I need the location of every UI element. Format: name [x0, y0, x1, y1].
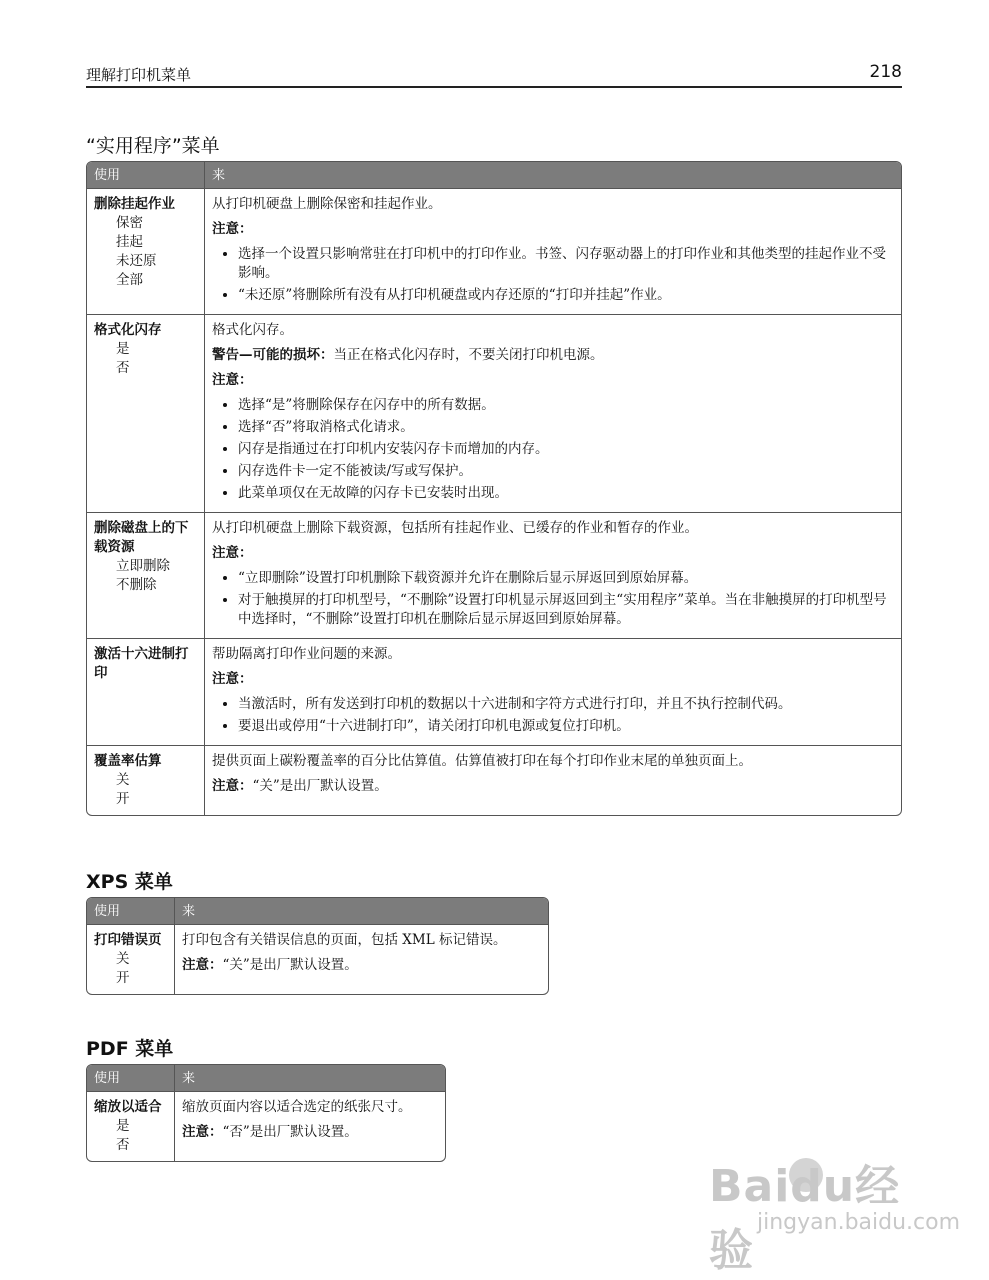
menu-option: 否	[116, 360, 130, 376]
warning-label: 警告—可能的损坏：	[212, 347, 334, 363]
column-header-use: 使用	[87, 162, 204, 188]
description-cell	[174, 924, 548, 994]
menu-item-cell	[87, 924, 174, 994]
menu-option: 关	[116, 951, 130, 967]
table-header-row	[87, 162, 901, 188]
menu-option: 挂起	[116, 234, 143, 250]
note-list	[212, 695, 895, 736]
note-label: 注意：	[212, 778, 253, 794]
list-item: • 此菜单项仅在无故障的闪存卡已安装时出现。	[238, 484, 895, 503]
warning-text: 当正在格式化闪存时，不要关闭打印机电源。	[333, 347, 604, 363]
column-header-purpose: 来	[174, 898, 548, 924]
menu-item-cell	[87, 1091, 174, 1161]
menu-item-cell	[87, 314, 204, 512]
list-item: • 选择一个设置只影响常驻在打印机中的打印作业。书签、闪存驱动器上的打印作业和其他类型的挂起作业不受影响。	[238, 245, 895, 283]
menu-option: 不删除	[116, 577, 157, 593]
note-label: 注意：	[212, 671, 253, 687]
watermark-logo: Baidu经验	[709, 1161, 901, 1276]
note-label: 注意：	[182, 957, 223, 973]
header-title: 理解打印机菜单	[86, 66, 192, 84]
table-header-row	[87, 898, 548, 924]
warning-line	[212, 346, 895, 365]
description-text: 帮助隔离打印作业问题的来源。	[212, 646, 401, 662]
table-row	[87, 924, 548, 994]
description-text: 从打印机硬盘上删除保密和挂起作业。	[212, 196, 442, 212]
description-text: 打印包含有关错误信息的页面，包括 XML 标记错误。	[182, 932, 507, 948]
menu-option: 是	[116, 341, 130, 357]
pdf-menu-table	[86, 1064, 446, 1162]
menu-option: 未还原	[116, 253, 157, 269]
note-label: 注意：	[212, 545, 253, 561]
menu-option: 开	[116, 970, 130, 986]
description-text: 缩放页面内容以适合选定的纸张尺寸。	[182, 1099, 412, 1115]
table-row	[87, 638, 901, 745]
xps-menu-heading: XPS 菜单	[86, 871, 173, 893]
column-header-use: 使用	[87, 1065, 174, 1091]
note-list	[212, 569, 895, 629]
list-item: • 要退出或停用“十六进制打印”，请关闭打印机电源或复位打印机。	[238, 717, 895, 736]
description-text: 从打印机硬盘上删除下载资源，包括所有挂起作业、已缓存的作业和暂存的作业。	[212, 520, 698, 536]
menu-item-name: 格式化闪存	[94, 322, 162, 338]
description-text: 格式化闪存。	[212, 322, 293, 338]
menu-option: 是	[116, 1118, 130, 1134]
table-row	[87, 188, 901, 314]
menu-option: 保密	[116, 215, 143, 231]
menu-item-name: 激活十六进制打印	[94, 646, 189, 681]
list-item: • 闪存是指通过在打印机内安装闪存卡而增加的内存。	[238, 440, 895, 459]
list-item: • “未还原”将删除所有没有从打印机硬盘或内存还原的“打印并挂起”作业。	[238, 286, 895, 305]
note-text: “关”是出厂默认设置。	[252, 778, 388, 794]
column-header-use: 使用	[87, 898, 174, 924]
table-row	[87, 314, 901, 512]
menu-item-name: 删除挂起作业	[94, 196, 175, 212]
note-label: 注意：	[212, 221, 253, 237]
list-item: • 对于触摸屏的打印机型号，“不删除”设置打印机显示屏返回到主“实用程序”菜单。当在非触摸屏的打印机型号中选择时，“不删除”设置打印机在删除后显示屏返回到原始屏幕。	[238, 591, 895, 629]
note-text: “关”是出厂默认设置。	[222, 957, 358, 973]
menu-option: 关	[116, 772, 130, 788]
table-row	[87, 745, 901, 815]
column-header-purpose: 来	[174, 1065, 445, 1091]
description-text: 提供页面上碳粉覆盖率的百分比估算值。估算值被打印在每个打印作业末尾的单独页面上。	[212, 753, 752, 769]
menu-option: 否	[116, 1137, 130, 1153]
xps-menu-table	[86, 897, 549, 995]
note-label: 注意：	[212, 372, 253, 388]
note-line	[182, 1123, 439, 1142]
menu-item-cell	[87, 638, 204, 745]
note-list	[212, 245, 895, 305]
description-cell	[204, 314, 901, 512]
description-cell	[204, 745, 901, 815]
note-list	[212, 396, 895, 503]
description-cell	[174, 1091, 445, 1161]
menu-item-cell	[87, 188, 204, 314]
list-item: • “立即删除”设置打印机删除下载资源并允许在删除后显示屏返回到原始屏幕。	[238, 569, 895, 588]
menu-option: 全部	[116, 272, 143, 288]
watermark-url: jingyan.baidu.com	[757, 1210, 961, 1235]
menu-item-name: 缩放以适合	[94, 1099, 162, 1115]
list-item: • 当激活时，所有发送到打印机的数据以十六进制和字符方式进行打印，并且不执行控制代码。	[238, 695, 895, 714]
menu-option: 立即删除	[116, 558, 170, 574]
table-row	[87, 512, 901, 638]
note-line	[182, 956, 542, 975]
page-number: 218	[869, 62, 902, 82]
menu-item-name: 覆盖率估算	[94, 753, 162, 769]
note-line	[212, 777, 895, 796]
menu-item-cell	[87, 512, 204, 638]
utility-menu-heading: “实用程序”菜单	[86, 135, 220, 157]
list-item: • 闪存选件卡一定不能被读/写或写保护。	[238, 462, 895, 481]
list-item: • 选择“否”将取消格式化请求。	[238, 418, 895, 437]
table-header-row	[87, 1065, 445, 1091]
description-cell	[204, 512, 901, 638]
menu-item-cell	[87, 745, 204, 815]
description-cell	[204, 638, 901, 745]
description-cell	[204, 188, 901, 314]
note-label: 注意：	[182, 1124, 223, 1140]
menu-item-name: 删除磁盘上的下载资源	[94, 520, 189, 555]
baidu-watermark	[709, 1150, 961, 1276]
column-header-purpose: 来	[204, 162, 901, 188]
menu-item-name: 打印错误页	[94, 932, 162, 948]
page-header	[86, 64, 902, 88]
list-item: • 选择“是”将删除保存在闪存中的所有数据。	[238, 396, 895, 415]
utility-menu-table	[86, 161, 902, 816]
menu-option: 开	[116, 791, 130, 807]
pdf-menu-heading: PDF 菜单	[86, 1038, 174, 1060]
note-text: “否”是出厂默认设置。	[222, 1124, 358, 1140]
table-row	[87, 1091, 445, 1161]
